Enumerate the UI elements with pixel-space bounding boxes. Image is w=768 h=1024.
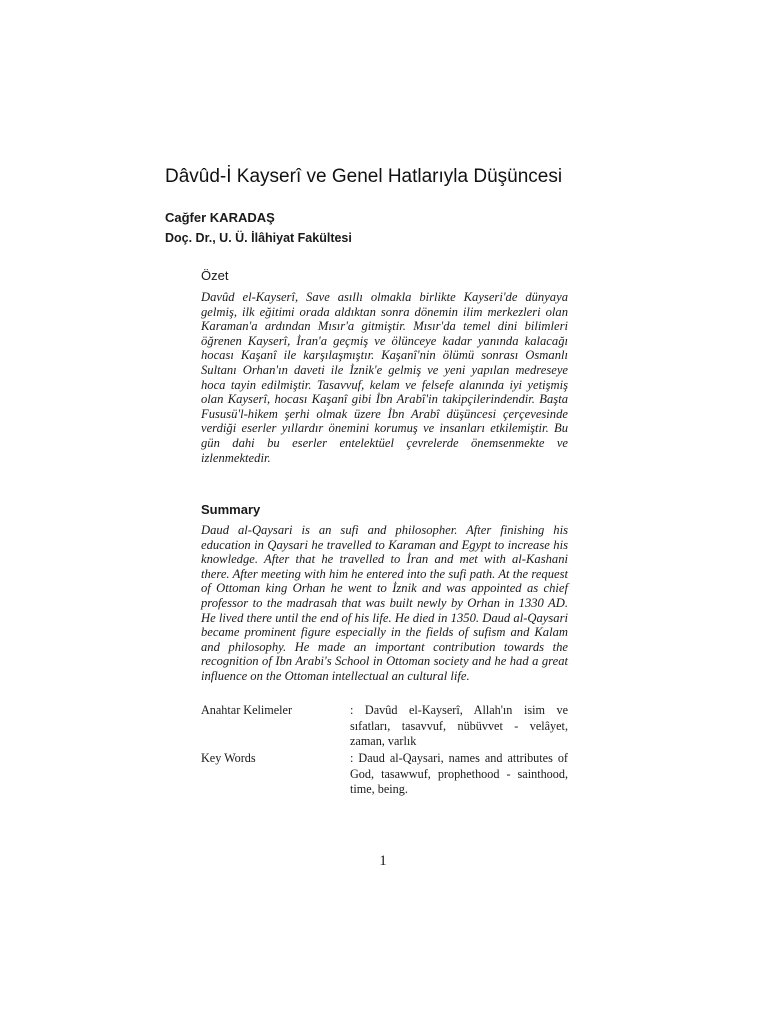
page-number-text: 1: [379, 853, 387, 869]
summary-heading: Summary: [201, 502, 261, 517]
ozet-abstract: Davûd el-Kayserî, Save asıllı olmakla birlikte Kayseri'de dünyaya gelmiş, ilk eğitimi orada aldıktan sonra dönemin ilim merkezleri olan Karaman'a ardından Mısır'a gitmiştir. Mısır'da temel dini bilimleri öğrenen Kayserî, İran'a geçmiş ve ölünceye kadar yanında kalacağı hocası Kaşanî ile karşılaşmıştır. Kaşanî'nin ölümü sonrası Osmanlı Sultanı Orhan'ın daveti ile İznik'e gelmiş ve yeni yapılan medreseye hoca tayin edilmiştir. Tasavvuf, kelam ve felsefe alanında iyi yetişmiş olan Kayserî, hocası Kaşanî gibi İbn Arabî'in takipçilerindendir. Başta Fususü'l-hikem şerhi olmak üzere İbn Arabî düşüncesi çerçevesinde verdiği eserler yıllardır önemini korumuş ve insanları etkilemiştir. Bu gün dahi bu eserler entelektüel çevrelerde önemsenmekte ve izlenmektedir.: [201, 290, 568, 465]
author-name: Cağfer KARADAŞ: [165, 210, 275, 225]
page-number: [0, 853, 768, 870]
keywords-turkish-value: : Davûd el-Kayserî, Allah'ın isim ve sıfatları, tasavvuf, nübüvvet - velâyet, zaman, varlık: [350, 703, 568, 749]
summary-abstract: Daud al-Qaysari is an sufi and philosopher. After finishing his education in Qaysari he travelled to Karaman and Egypt to increase his knowledge. After that he travelled to İran and met with al-Kashani there. After meeting with him he entered into the sufi path. At the request of Ottoman king Orhan he went to İznik and was appointed as chief professor to the madrasah that was built newly by Orhan in 1330 AD. He lived there until the end of his life. He died in 1350. Daud al-Qaysari became prominent figure especially in the fields of sufism and Kalam and philosophy. He made an important contribution towards the recognition of Ibn Arabi's School in Ottoman society and he had a great influence on the Ottoman intellectual an cultural life.: [201, 523, 568, 683]
keywords-english-label: Key Words: [201, 751, 256, 765]
page-title: Dâvûd-İ Kayserî ve Genel Hatlarıyla Düşüncesi: [165, 166, 563, 187]
keywords-turkish-label: Anahtar Kelimeler: [201, 703, 293, 717]
ozet-heading: Özet: [201, 268, 229, 283]
author-affiliation: Doç. Dr., U. Ü. İlâhiyat Fakültesi: [165, 231, 352, 245]
keywords-english-value: : Daud al-Qaysari, names and attributes of God, tasawwuf, prophethood - sainthood, time, being.: [350, 751, 568, 797]
